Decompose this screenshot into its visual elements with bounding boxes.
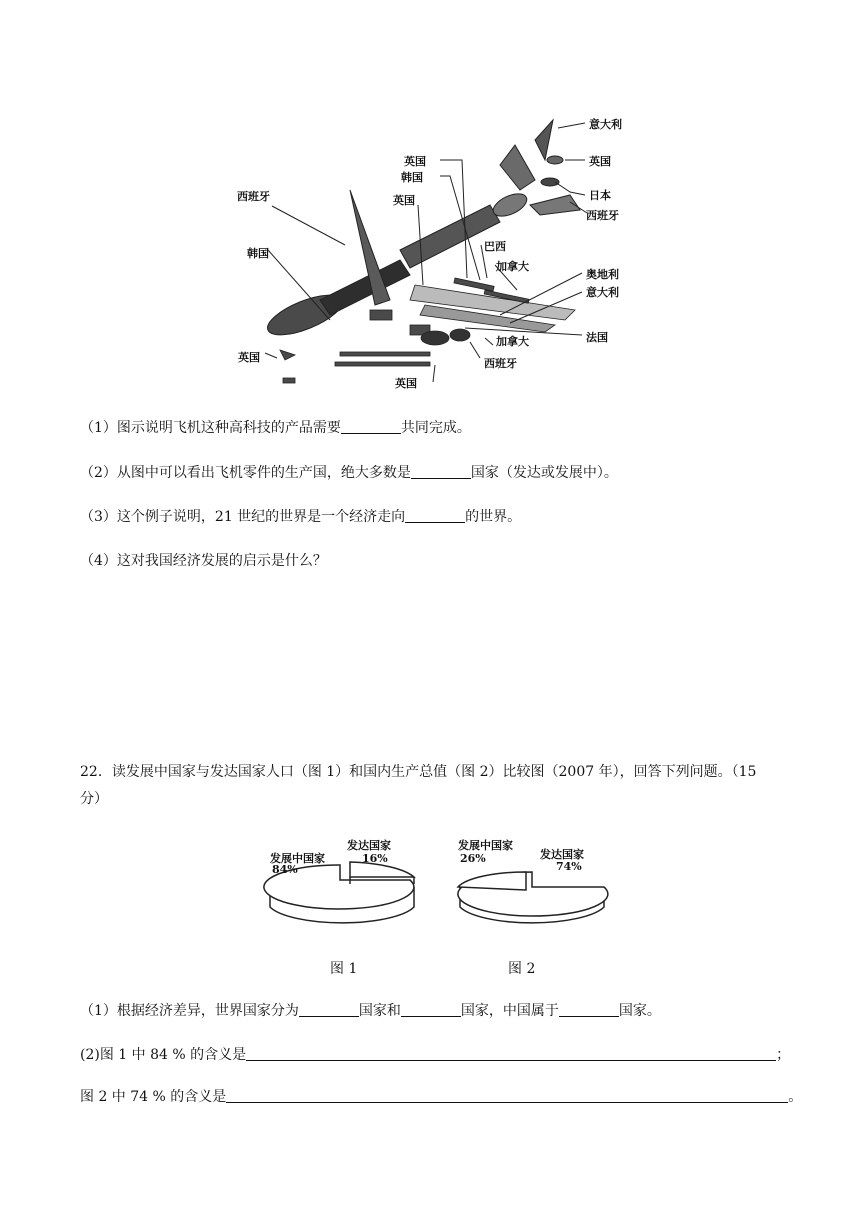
label-riben: 日本 [589, 189, 611, 202]
answer-blank[interactable] [341, 419, 401, 434]
answer-blank[interactable] [559, 1002, 619, 1017]
chart1-dev-label: 发展中国家 [270, 852, 325, 865]
chart2-dev-pct: 26% [460, 852, 486, 865]
q21-part1: （1）图示说明飞机这种高科技的产品需要 共同完成。 [80, 420, 471, 436]
answer-blank[interactable] [401, 1002, 461, 1017]
chart2-dev-label: 发展中国家 [458, 839, 513, 852]
answer-blank[interactable] [299, 1002, 359, 1017]
label-yidali-2: 意大利 [586, 286, 619, 299]
chart1-adv-label: 发达国家 [347, 839, 391, 852]
label-xibanya-1: 西班牙 [586, 209, 619, 222]
label-yingguo-4: 英国 [238, 351, 260, 364]
q21-part4: （4）这对我国经济发展的启示是什么？ [80, 553, 327, 569]
q22-stem-line1: 22．读发展中国家与发达国家人口（图 1）和国内生产总值（图 2）比较图（2007 年），回答下列问题。（15 [80, 764, 757, 780]
label-jianada-1: 加拿大 [496, 260, 529, 273]
q22-part1: （1）根据经济差异，世界国家分为 国家和 国家，中国属于 国家。 [80, 1003, 661, 1019]
label-faguo: 法国 [586, 331, 608, 344]
label-xibanya-3: 西班牙 [484, 357, 517, 370]
pie-chart-1 [262, 832, 422, 942]
label-aodili: 奥地利 [586, 268, 619, 281]
q22-part3: 图 2 中 74 % 的含义是 。 [80, 1089, 803, 1105]
chart1-dev-pct: 84% [272, 863, 298, 876]
answer-blank[interactable] [411, 464, 471, 479]
q21-part3: （3）这个例子说明，21 世纪的世界是一个经济走向 的世界。 [80, 509, 522, 525]
label-hanguo-2: 韩国 [247, 247, 269, 260]
q22-part2: (2)图 1 中 84 % 的含义是 ； [80, 1047, 791, 1063]
chart2-caption: 图 2 [508, 961, 536, 977]
label-hanguo-1: 韩国 [401, 171, 423, 184]
q21-part2: （2）从图中可以看出飞机零件的生产国，绝大多数是 国家（发达或发展中）。 [80, 465, 618, 481]
label-baxi: 巴西 [484, 240, 506, 253]
label-yingguo-2: 英国 [404, 155, 426, 168]
label-xibanya-2: 西班牙 [237, 190, 270, 203]
chart2-adv-label: 发达国家 [540, 848, 584, 861]
chart1-caption: 图 1 [330, 961, 358, 977]
label-yingguo-1: 英国 [589, 155, 611, 168]
q22-stem-line2: 分） [80, 791, 108, 807]
label-yidali-1: 意大利 [589, 118, 622, 131]
answer-line[interactable] [226, 1088, 788, 1103]
label-yingguo-3: 英国 [393, 194, 415, 207]
label-jianada-2: 加拿大 [496, 335, 529, 348]
answer-blank[interactable] [405, 508, 465, 523]
answer-line[interactable] [246, 1046, 776, 1061]
chart2-adv-pct: 74% [556, 860, 582, 873]
chart1-adv-pct: 16% [362, 852, 388, 865]
label-yingguo-5: 英国 [395, 377, 417, 390]
